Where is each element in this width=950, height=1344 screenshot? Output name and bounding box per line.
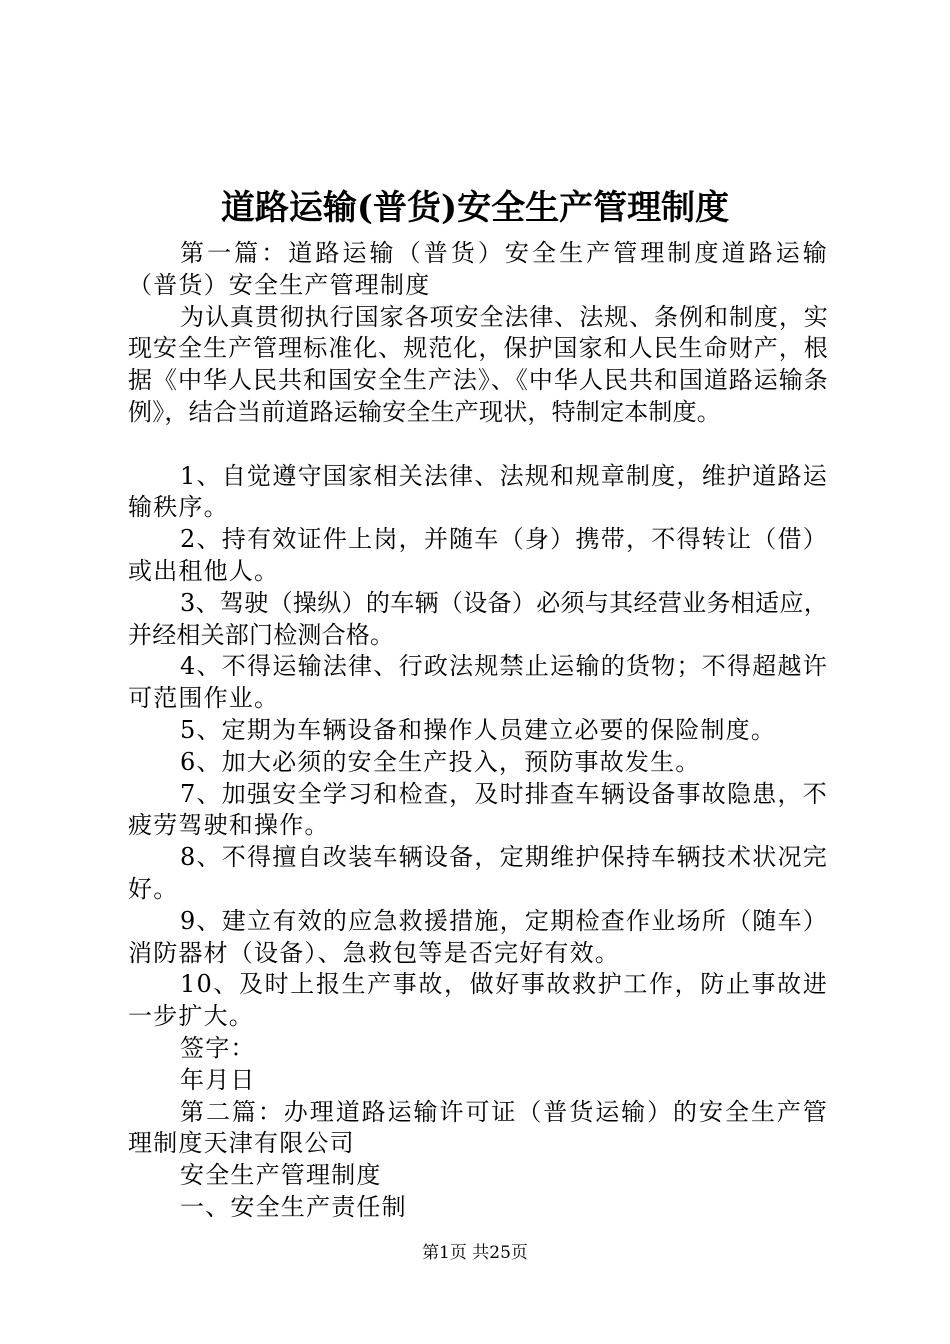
paragraph-item-2: 2、持有效证件上岗，并随车（身）携带，不得转让（借）或出租他人。 [128, 525, 828, 585]
paragraph-section-heading: 安全生产管理制度 [180, 1161, 382, 1190]
paragraph-item-7: 7、加强安全学习和检查，及时排查车辆设备事故隐患，不疲劳驾驶和操作。 [128, 779, 828, 840]
paragraph-item-6: 6、加大必须的安全生产投入，预防事故发生。 [180, 747, 701, 776]
paragraph-part-two-heading: 第二篇：办理道路运输许可证（普货运输）的安全生产管理制度天津有限公司 [128, 1097, 828, 1158]
paragraph-item-5: 5、定期为车辆设备和操作人员建立必要的保险制度。 [180, 715, 777, 744]
paragraph-item-10: 10、及时上报生产事故，做好事故救护工作，防止事故进一步扩大。 [128, 970, 828, 1031]
paragraph-part-one-heading: 第一篇：道路运输（普货）安全生产管理制度道路运输（普货）安全生产管理制度 [128, 239, 828, 299]
paragraph-date: 年月日 [180, 1065, 256, 1094]
paragraph-signature: 签字： [180, 1033, 256, 1062]
paragraph-item-3: 3、驾驶（操纵）的车辆（设备）必须与其经营业务相适应，并经相关部门检测合格。 [128, 588, 828, 649]
paragraph-item-9: 9、建立有效的应急救援措施，定期检查作业场所（随车）消防器材（设备）、急救包等是否完好有效。 [128, 906, 828, 967]
paragraph-item-1: 1、自觉遵守国家相关法律、法规和规章制度，维护道路运输秩序。 [128, 461, 828, 522]
page-footer: 第1页 共25页 [422, 1243, 528, 1263]
paragraph-intro: 为认真贯彻执行国家各项安全法律、法规、条例和制度，实现安全生产管理标准化、规范化，保护国家和人民生命财产，根据《中华人民共和国安全生产法》、《中华人民共和国道路运输条例》，结合当前道路运输安全生产现状，特制定本制度。 [128, 302, 828, 426]
paragraph-subsection-heading: 一、安全生产责任制 [180, 1192, 407, 1221]
document-body [128, 238, 828, 1224]
paragraph-item-4: 4、不得运输法律、行政法规禁止运输的货物；不得超越许可范围作业。 [128, 652, 828, 713]
blank-line [128, 429, 828, 461]
paragraph-item-8: 8、不得擅自改装车辆设备，定期维护保持车辆技术状况完好。 [128, 843, 828, 903]
document-title: 道路运输(普货)安全生产管理制度 [220, 188, 730, 228]
